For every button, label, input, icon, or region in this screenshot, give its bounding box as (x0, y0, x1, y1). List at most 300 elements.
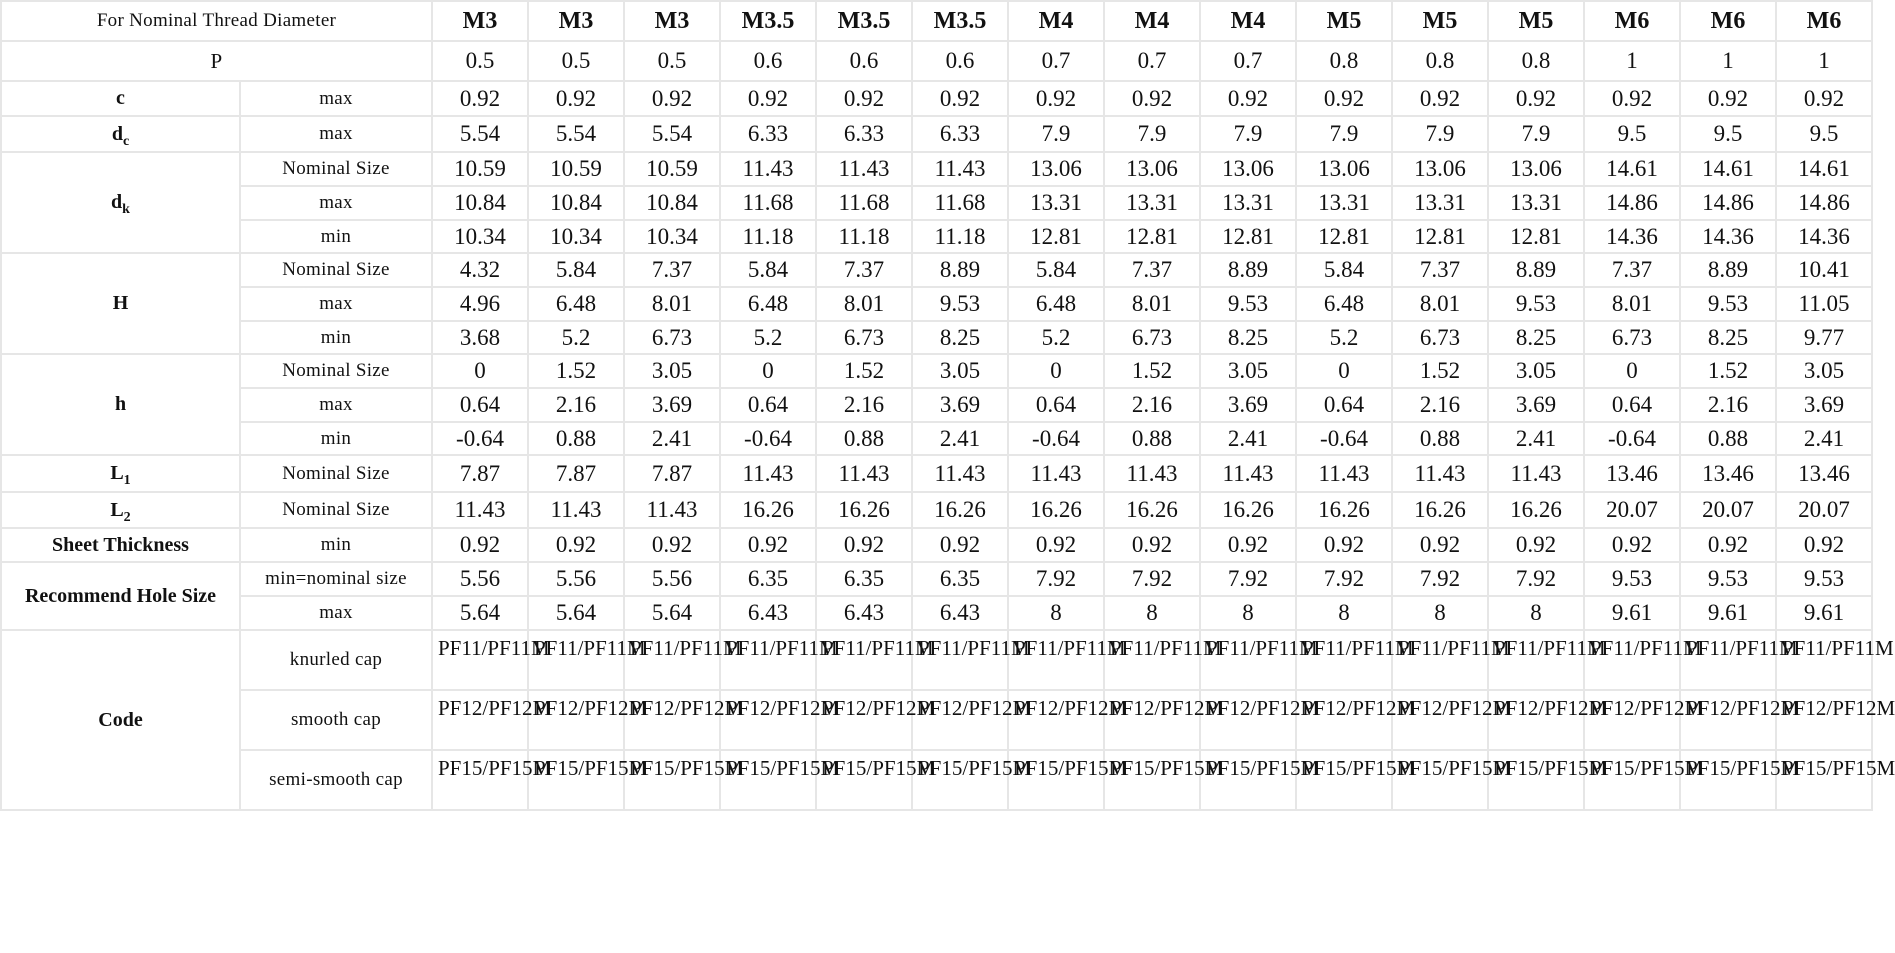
value-cell: 0.92 (1104, 81, 1200, 116)
value-cell: 8 (1392, 596, 1488, 630)
thread-size-cell: M5 (1488, 1, 1584, 41)
value-cell: 10.84 (432, 186, 528, 220)
value-cell: 0.88 (1392, 422, 1488, 455)
value-cell: 0.92 (1392, 81, 1488, 116)
row-label-cell: knurled cap (240, 630, 432, 690)
row-label-cell: max (240, 116, 432, 152)
value-cell: 8.89 (912, 253, 1008, 287)
spec-row (1, 562, 1872, 596)
row-label-cell: Nominal Size (240, 455, 432, 492)
value-cell: 6.73 (1584, 321, 1680, 354)
value-cell: 7.37 (816, 253, 912, 287)
value-cell: 8 (1104, 596, 1200, 630)
value-cell: 11.43 (432, 492, 528, 528)
value-cell: 14.36 (1584, 220, 1680, 253)
row-label-cell: Nominal Size (240, 253, 432, 287)
value-cell: 0.88 (1680, 422, 1776, 455)
part-code-cell: PF12/PF12M (912, 690, 1008, 750)
part-code-cell: PF12/PF12M (1008, 690, 1104, 750)
value-cell: 14.36 (1680, 220, 1776, 253)
part-code-cell: PF12/PF12M (528, 690, 624, 750)
spec-row (1, 220, 1872, 253)
part-code-cell: PF11/PF11M (432, 630, 528, 690)
value-cell: 13.06 (1296, 152, 1392, 186)
value-cell: 13.31 (1200, 186, 1296, 220)
value-cell: 6.73 (816, 321, 912, 354)
group-label-subscript: c (122, 133, 130, 149)
part-code-cell: PF12/PF12M (1104, 690, 1200, 750)
spec-row (1, 321, 1872, 354)
value-cell: 11.68 (720, 186, 816, 220)
value-cell: 2.16 (528, 388, 624, 422)
value-cell: 0.88 (816, 422, 912, 455)
pitch-value-cell: 0.5 (528, 41, 624, 81)
value-cell: 4.96 (432, 287, 528, 321)
value-cell: 3.05 (624, 354, 720, 388)
value-cell: 13.06 (1200, 152, 1296, 186)
value-cell: 13.06 (1104, 152, 1200, 186)
value-cell: 8 (1296, 596, 1392, 630)
value-cell: 13.31 (1488, 186, 1584, 220)
group-label-cell (1, 81, 240, 116)
value-cell: 11.18 (816, 220, 912, 253)
value-cell: 8 (1008, 596, 1104, 630)
part-code-cell: PF12/PF12M (1488, 690, 1584, 750)
row-label-cell: smooth cap (240, 690, 432, 750)
spec-row (1, 287, 1872, 321)
group-label: d (111, 191, 123, 213)
value-cell: 0.92 (1776, 528, 1872, 562)
value-cell: 0.92 (624, 81, 720, 116)
part-code-cell: PF15/PF15M (1776, 750, 1872, 810)
value-cell: 3.69 (1776, 388, 1872, 422)
value-cell: 13.31 (1104, 186, 1200, 220)
group-label: h (114, 393, 127, 415)
pitch-value-cell: 1 (1680, 41, 1776, 81)
value-cell: 7.37 (1584, 253, 1680, 287)
value-cell: 7.92 (1008, 562, 1104, 596)
value-cell: 7.87 (528, 455, 624, 492)
spec-row (1, 630, 1872, 690)
value-cell: 1.52 (528, 354, 624, 388)
value-cell: 3.05 (912, 354, 1008, 388)
value-cell: 9.53 (1680, 562, 1776, 596)
pitch-label: P (1, 41, 432, 81)
value-cell: 6.43 (720, 596, 816, 630)
value-cell: 5.2 (1296, 321, 1392, 354)
value-cell: 14.61 (1584, 152, 1680, 186)
group-label-cell (1, 492, 240, 528)
part-code-cell: PF15/PF15M (528, 750, 624, 810)
row-label-cell: max (240, 81, 432, 116)
pitch-value-cell: 0.6 (912, 41, 1008, 81)
value-cell: 8.89 (1488, 253, 1584, 287)
value-cell: 0 (1296, 354, 1392, 388)
part-code-cell: PF15/PF15M (1104, 750, 1200, 810)
value-cell: 0.92 (816, 528, 912, 562)
value-cell: 14.61 (1680, 152, 1776, 186)
row-label-cell: min (240, 220, 432, 253)
value-cell: 11.43 (816, 152, 912, 186)
part-code-cell: PF15/PF15M (1392, 750, 1488, 810)
value-cell: 9.53 (1488, 287, 1584, 321)
value-cell: 8 (1200, 596, 1296, 630)
part-code-cell: PF11/PF11M (1104, 630, 1200, 690)
value-cell: 16.26 (1296, 492, 1392, 528)
part-code-cell: PF11/PF11M (816, 630, 912, 690)
value-cell: 12.81 (1296, 220, 1392, 253)
value-cell: 0.92 (912, 81, 1008, 116)
value-cell: 11.43 (720, 152, 816, 186)
part-code-cell: PF12/PF12M (1776, 690, 1872, 750)
part-code-cell: PF11/PF11M (912, 630, 1008, 690)
value-cell: 5.64 (624, 596, 720, 630)
value-cell: -0.64 (432, 422, 528, 455)
group-label: Sheet Thickness (52, 533, 189, 556)
spec-row (1, 152, 1872, 186)
thread-size-cell: M5 (1392, 1, 1488, 41)
group-label-subscript: k (122, 202, 130, 217)
value-cell: 0.92 (1680, 81, 1776, 116)
group-label-cell (1, 528, 240, 562)
value-cell: 7.9 (1104, 116, 1200, 152)
value-cell: 7.37 (1104, 253, 1200, 287)
group-label-subscript: 2 (123, 509, 131, 525)
value-cell: 2.41 (912, 422, 1008, 455)
value-cell: 20.07 (1584, 492, 1680, 528)
value-cell: 16.26 (1200, 492, 1296, 528)
spec-row (1, 354, 1872, 388)
value-cell: 5.54 (528, 116, 624, 152)
value-cell: 11.43 (528, 492, 624, 528)
value-cell: 5.84 (1008, 253, 1104, 287)
value-cell: 2.41 (1488, 422, 1584, 455)
pitch-value-cell: 0.8 (1296, 41, 1392, 81)
part-code-cell: PF12/PF12M (432, 690, 528, 750)
group-label-cell (1, 562, 240, 630)
value-cell: 10.59 (528, 152, 624, 186)
value-cell: 6.43 (912, 596, 1008, 630)
group-label-cell (1, 152, 240, 253)
value-cell: 6.73 (1392, 321, 1488, 354)
group-label-cell (1, 116, 240, 152)
part-code-cell: PF11/PF11M (1008, 630, 1104, 690)
value-cell: 6.48 (1008, 287, 1104, 321)
pitch-value-cell: 0.8 (1392, 41, 1488, 81)
value-cell: -0.64 (1008, 422, 1104, 455)
thread-size-cell: M3 (432, 1, 528, 41)
value-cell: 10.34 (528, 220, 624, 253)
value-cell: 3.05 (1776, 354, 1872, 388)
value-cell: 7.37 (624, 253, 720, 287)
value-cell: 5.84 (720, 253, 816, 287)
value-cell: 5.2 (1008, 321, 1104, 354)
spec-row (1, 596, 1872, 630)
value-cell: 0.92 (1008, 528, 1104, 562)
value-cell: 0.92 (1488, 81, 1584, 116)
value-cell: 3.69 (624, 388, 720, 422)
group-label-subscript: 1 (123, 473, 131, 488)
thread-size-cell: M4 (1200, 1, 1296, 41)
value-cell: 0.92 (1296, 528, 1392, 562)
spec-row (1, 388, 1872, 422)
part-code-cell: PF11/PF11M (624, 630, 720, 690)
row-label-cell: Nominal Size (240, 152, 432, 186)
pitch-value-cell: 0.7 (1104, 41, 1200, 81)
value-cell: 8.01 (624, 287, 720, 321)
pitch-value-cell: 0.8 (1488, 41, 1584, 81)
value-cell: 7.92 (1488, 562, 1584, 596)
row-label-cell: Nominal Size (240, 354, 432, 388)
value-cell: 10.84 (624, 186, 720, 220)
row-label-cell: min (240, 528, 432, 562)
thread-size-cell: M3.5 (816, 1, 912, 41)
group-label: L (110, 498, 124, 521)
value-cell: -0.64 (1584, 422, 1680, 455)
pitch-value-cell: 0.7 (1008, 41, 1104, 81)
value-cell: 20.07 (1680, 492, 1776, 528)
value-cell: 9.53 (1680, 287, 1776, 321)
value-cell: 10.34 (624, 220, 720, 253)
row-label-cell: semi-smooth cap (240, 750, 432, 810)
value-cell: 16.26 (1488, 492, 1584, 528)
value-cell: 7.87 (432, 455, 528, 492)
group-label-cell (1, 354, 240, 455)
part-code-cell: PF15/PF15M (1680, 750, 1776, 810)
value-cell: 16.26 (1392, 492, 1488, 528)
value-cell: 13.46 (1680, 455, 1776, 492)
value-cell: 6.48 (1296, 287, 1392, 321)
value-cell: 6.48 (720, 287, 816, 321)
part-code-cell: PF12/PF12M (816, 690, 912, 750)
group-label: L (110, 462, 124, 484)
value-cell: 9.61 (1680, 596, 1776, 630)
value-cell: 3.05 (1200, 354, 1296, 388)
value-cell: 0.92 (1200, 81, 1296, 116)
value-cell: 12.81 (1392, 220, 1488, 253)
value-cell: 0.64 (432, 388, 528, 422)
value-cell: 0.92 (528, 81, 624, 116)
group-label-cell (1, 630, 240, 810)
value-cell: 12.81 (1008, 220, 1104, 253)
value-cell: 0.92 (1776, 81, 1872, 116)
value-cell: 5.64 (528, 596, 624, 630)
value-cell: 10.59 (624, 152, 720, 186)
thread-size-cell: M6 (1584, 1, 1680, 41)
thread-size-cell: M3 (528, 1, 624, 41)
value-cell: 10.59 (432, 152, 528, 186)
value-cell: 9.5 (1680, 116, 1776, 152)
value-cell: 13.06 (1392, 152, 1488, 186)
row-label-cell: max (240, 287, 432, 321)
value-cell: 12.81 (1104, 220, 1200, 253)
value-cell: 5.64 (432, 596, 528, 630)
value-cell: 8 (1488, 596, 1584, 630)
value-cell: 2.41 (624, 422, 720, 455)
value-cell: 5.56 (432, 562, 528, 596)
value-cell: 8.25 (1200, 321, 1296, 354)
spec-row (1, 690, 1872, 750)
row-label-cell: max (240, 186, 432, 220)
value-cell: 9.53 (1776, 562, 1872, 596)
pitch-value-cell: 0.6 (816, 41, 912, 81)
part-code-cell: PF12/PF12M (1584, 690, 1680, 750)
spec-row (1, 750, 1872, 810)
value-cell: 9.77 (1776, 321, 1872, 354)
value-cell: -0.64 (1296, 422, 1392, 455)
value-cell: 7.92 (1104, 562, 1200, 596)
value-cell: 6.73 (1104, 321, 1200, 354)
value-cell: 5.84 (1296, 253, 1392, 287)
value-cell: 6.33 (816, 116, 912, 152)
pitch-value-cell: 1 (1776, 41, 1872, 81)
part-code-cell: PF12/PF12M (1296, 690, 1392, 750)
pitch-value-cell: 0.7 (1200, 41, 1296, 81)
value-cell: 5.56 (624, 562, 720, 596)
value-cell: 0.92 (720, 528, 816, 562)
value-cell: 8.89 (1680, 253, 1776, 287)
pitch-value-cell: 0.6 (720, 41, 816, 81)
spec-row (1, 422, 1872, 455)
spec-row (1, 186, 1872, 220)
value-cell: 1.52 (1104, 354, 1200, 388)
value-cell: 7.9 (1008, 116, 1104, 152)
value-cell: 16.26 (816, 492, 912, 528)
pitch-value-cell: 1 (1584, 41, 1680, 81)
value-cell: 0.64 (1584, 388, 1680, 422)
value-cell: 14.61 (1776, 152, 1872, 186)
value-cell: 0 (432, 354, 528, 388)
thread-size-row (1, 1, 1872, 41)
value-cell: 1.52 (816, 354, 912, 388)
value-cell: 11.05 (1776, 287, 1872, 321)
value-cell: 5.54 (624, 116, 720, 152)
value-cell: 16.26 (720, 492, 816, 528)
group-label: d (111, 122, 123, 145)
value-cell: 0.92 (1488, 528, 1584, 562)
part-code-cell: PF11/PF11M (1584, 630, 1680, 690)
part-code-cell: PF15/PF15M (1488, 750, 1584, 810)
part-code-cell: PF15/PF15M (432, 750, 528, 810)
part-code-cell: PF15/PF15M (816, 750, 912, 810)
value-cell: 0.64 (1296, 388, 1392, 422)
part-code-cell: PF15/PF15M (720, 750, 816, 810)
value-cell: 13.31 (1392, 186, 1488, 220)
value-cell: 11.43 (1296, 455, 1392, 492)
value-cell: 0.92 (432, 528, 528, 562)
pitch-value-cell: 0.5 (624, 41, 720, 81)
value-cell: -0.64 (720, 422, 816, 455)
value-cell: 2.16 (816, 388, 912, 422)
value-cell: 9.53 (912, 287, 1008, 321)
part-code-cell: PF12/PF12M (624, 690, 720, 750)
group-label-cell (1, 455, 240, 492)
part-code-cell: PF15/PF15M (624, 750, 720, 810)
spec-row (1, 492, 1872, 528)
value-cell: 16.26 (1008, 492, 1104, 528)
value-cell: 14.86 (1584, 186, 1680, 220)
part-code-cell: PF12/PF12M (1200, 690, 1296, 750)
value-cell: 1.52 (1392, 354, 1488, 388)
pitch-row (1, 41, 1872, 81)
value-cell: 0.92 (528, 528, 624, 562)
part-code-cell: PF15/PF15M (912, 750, 1008, 810)
value-cell: 6.33 (720, 116, 816, 152)
value-cell: 13.06 (1488, 152, 1584, 186)
value-cell: 12.81 (1200, 220, 1296, 253)
value-cell: 0 (720, 354, 816, 388)
thread-size-cell: M3 (624, 1, 720, 41)
value-cell: 20.07 (1776, 492, 1872, 528)
value-cell: 8.25 (1680, 321, 1776, 354)
value-cell: 10.84 (528, 186, 624, 220)
value-cell: 3.69 (912, 388, 1008, 422)
part-code-cell: PF11/PF11M (1296, 630, 1392, 690)
value-cell: 2.41 (1200, 422, 1296, 455)
value-cell: 5.84 (528, 253, 624, 287)
part-code-cell: PF12/PF12M (1392, 690, 1488, 750)
part-code-cell: PF12/PF12M (1680, 690, 1776, 750)
value-cell: 11.43 (816, 455, 912, 492)
value-cell: 9.5 (1776, 116, 1872, 152)
value-cell: 5.2 (528, 321, 624, 354)
value-cell: 0.64 (720, 388, 816, 422)
value-cell: 0 (1584, 354, 1680, 388)
value-cell: 16.26 (1104, 492, 1200, 528)
group-label: c (116, 87, 125, 109)
value-cell: 3.68 (432, 321, 528, 354)
value-cell: 2.16 (1680, 388, 1776, 422)
value-cell: 0.92 (432, 81, 528, 116)
value-cell: 2.16 (1392, 388, 1488, 422)
value-cell: 13.06 (1008, 152, 1104, 186)
value-cell: 6.33 (912, 116, 1008, 152)
value-cell: 3.69 (1488, 388, 1584, 422)
thread-size-cell: M3.5 (912, 1, 1008, 41)
value-cell: 4.32 (432, 253, 528, 287)
value-cell: 8.01 (1392, 287, 1488, 321)
value-cell: 12.81 (1488, 220, 1584, 253)
value-cell: 11.18 (720, 220, 816, 253)
row-label-cell: min=nominal size (240, 562, 432, 596)
value-cell: 7.92 (1200, 562, 1296, 596)
spec-row (1, 81, 1872, 116)
value-cell: 8.01 (1104, 287, 1200, 321)
part-code-cell: PF15/PF15M (1584, 750, 1680, 810)
value-cell: 0.92 (1200, 528, 1296, 562)
value-cell: 10.34 (432, 220, 528, 253)
value-cell: 9.5 (1584, 116, 1680, 152)
part-code-cell: PF11/PF11M (1392, 630, 1488, 690)
part-code-cell: PF11/PF11M (1680, 630, 1776, 690)
value-cell: 7.37 (1392, 253, 1488, 287)
value-cell: 0.92 (1392, 528, 1488, 562)
spec-row (1, 455, 1872, 492)
value-cell: 14.86 (1776, 186, 1872, 220)
value-cell: 7.9 (1392, 116, 1488, 152)
value-cell: 7.9 (1296, 116, 1392, 152)
value-cell: 14.86 (1680, 186, 1776, 220)
value-cell: 3.69 (1200, 388, 1296, 422)
value-cell: 0.92 (624, 528, 720, 562)
part-code-cell: PF15/PF15M (1296, 750, 1392, 810)
thread-size-cell: M3.5 (720, 1, 816, 41)
value-cell: 2.41 (1776, 422, 1872, 455)
value-cell: 13.46 (1776, 455, 1872, 492)
value-cell: 11.43 (1008, 455, 1104, 492)
row-label-cell: min (240, 422, 432, 455)
group-label: H (112, 292, 129, 314)
